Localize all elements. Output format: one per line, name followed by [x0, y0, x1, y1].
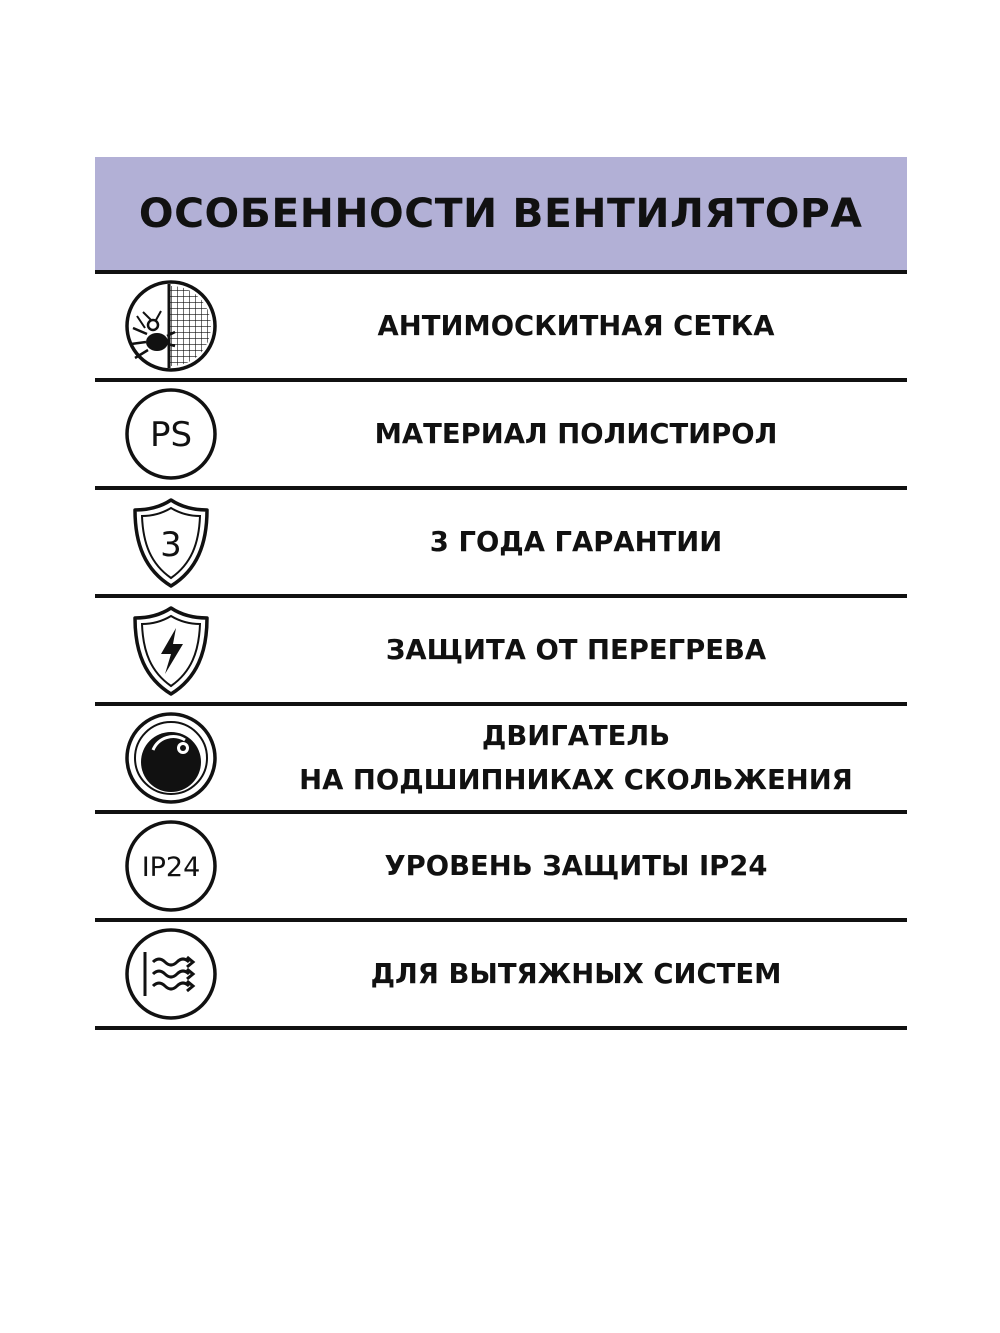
ip24-icon: [123, 818, 219, 914]
svg-text:3: 3: [160, 525, 182, 565]
feature-row-warranty: [95, 490, 907, 598]
feature-label: ДЛЯ ВЫТЯЖНЫХ СИСТЕМ: [370, 957, 782, 990]
feature-label: 3 ГОДА ГАРАНТИИ: [429, 525, 723, 558]
svg-text:PS: PS: [149, 415, 193, 455]
feature-label: ДВИГАТЕЛЬ НА ПОДШИПНИКАХ СКОЛЬЖЕНИЯ: [299, 719, 853, 796]
svg-text:IP24: IP24: [141, 852, 201, 883]
feature-row-polystyrene: [95, 382, 907, 490]
features-table: [95, 157, 907, 1030]
page-title: ОСОБЕННОСТИ ВЕНТИЛЯТОРА: [139, 190, 863, 237]
feature-label: МАТЕРИАЛ ПОЛИСТИРОЛ: [374, 417, 778, 450]
overheat-shield-icon: [123, 602, 219, 698]
exhaust-airflow-icon: [123, 926, 219, 1022]
bearing-icon: [123, 710, 219, 806]
features-header: [95, 157, 907, 274]
warranty-shield-icon: [123, 494, 219, 590]
feature-label: ЗАЩИТА ОТ ПЕРЕГРЕВА: [385, 633, 767, 666]
feature-label: АНТИМОСКИТНАЯ СЕТКА: [377, 309, 775, 342]
ps-material-icon: [123, 386, 219, 482]
feature-row-mosquito-net: [95, 274, 907, 382]
feature-row-ip24: [95, 814, 907, 922]
feature-row-overheat: [95, 598, 907, 706]
feature-row-exhaust: [95, 922, 907, 1030]
feature-row-bearing: [95, 706, 907, 814]
mosquito-net-icon: [123, 278, 219, 374]
feature-label: УРОВЕНЬ ЗАЩИТЫ IP24: [384, 849, 768, 882]
